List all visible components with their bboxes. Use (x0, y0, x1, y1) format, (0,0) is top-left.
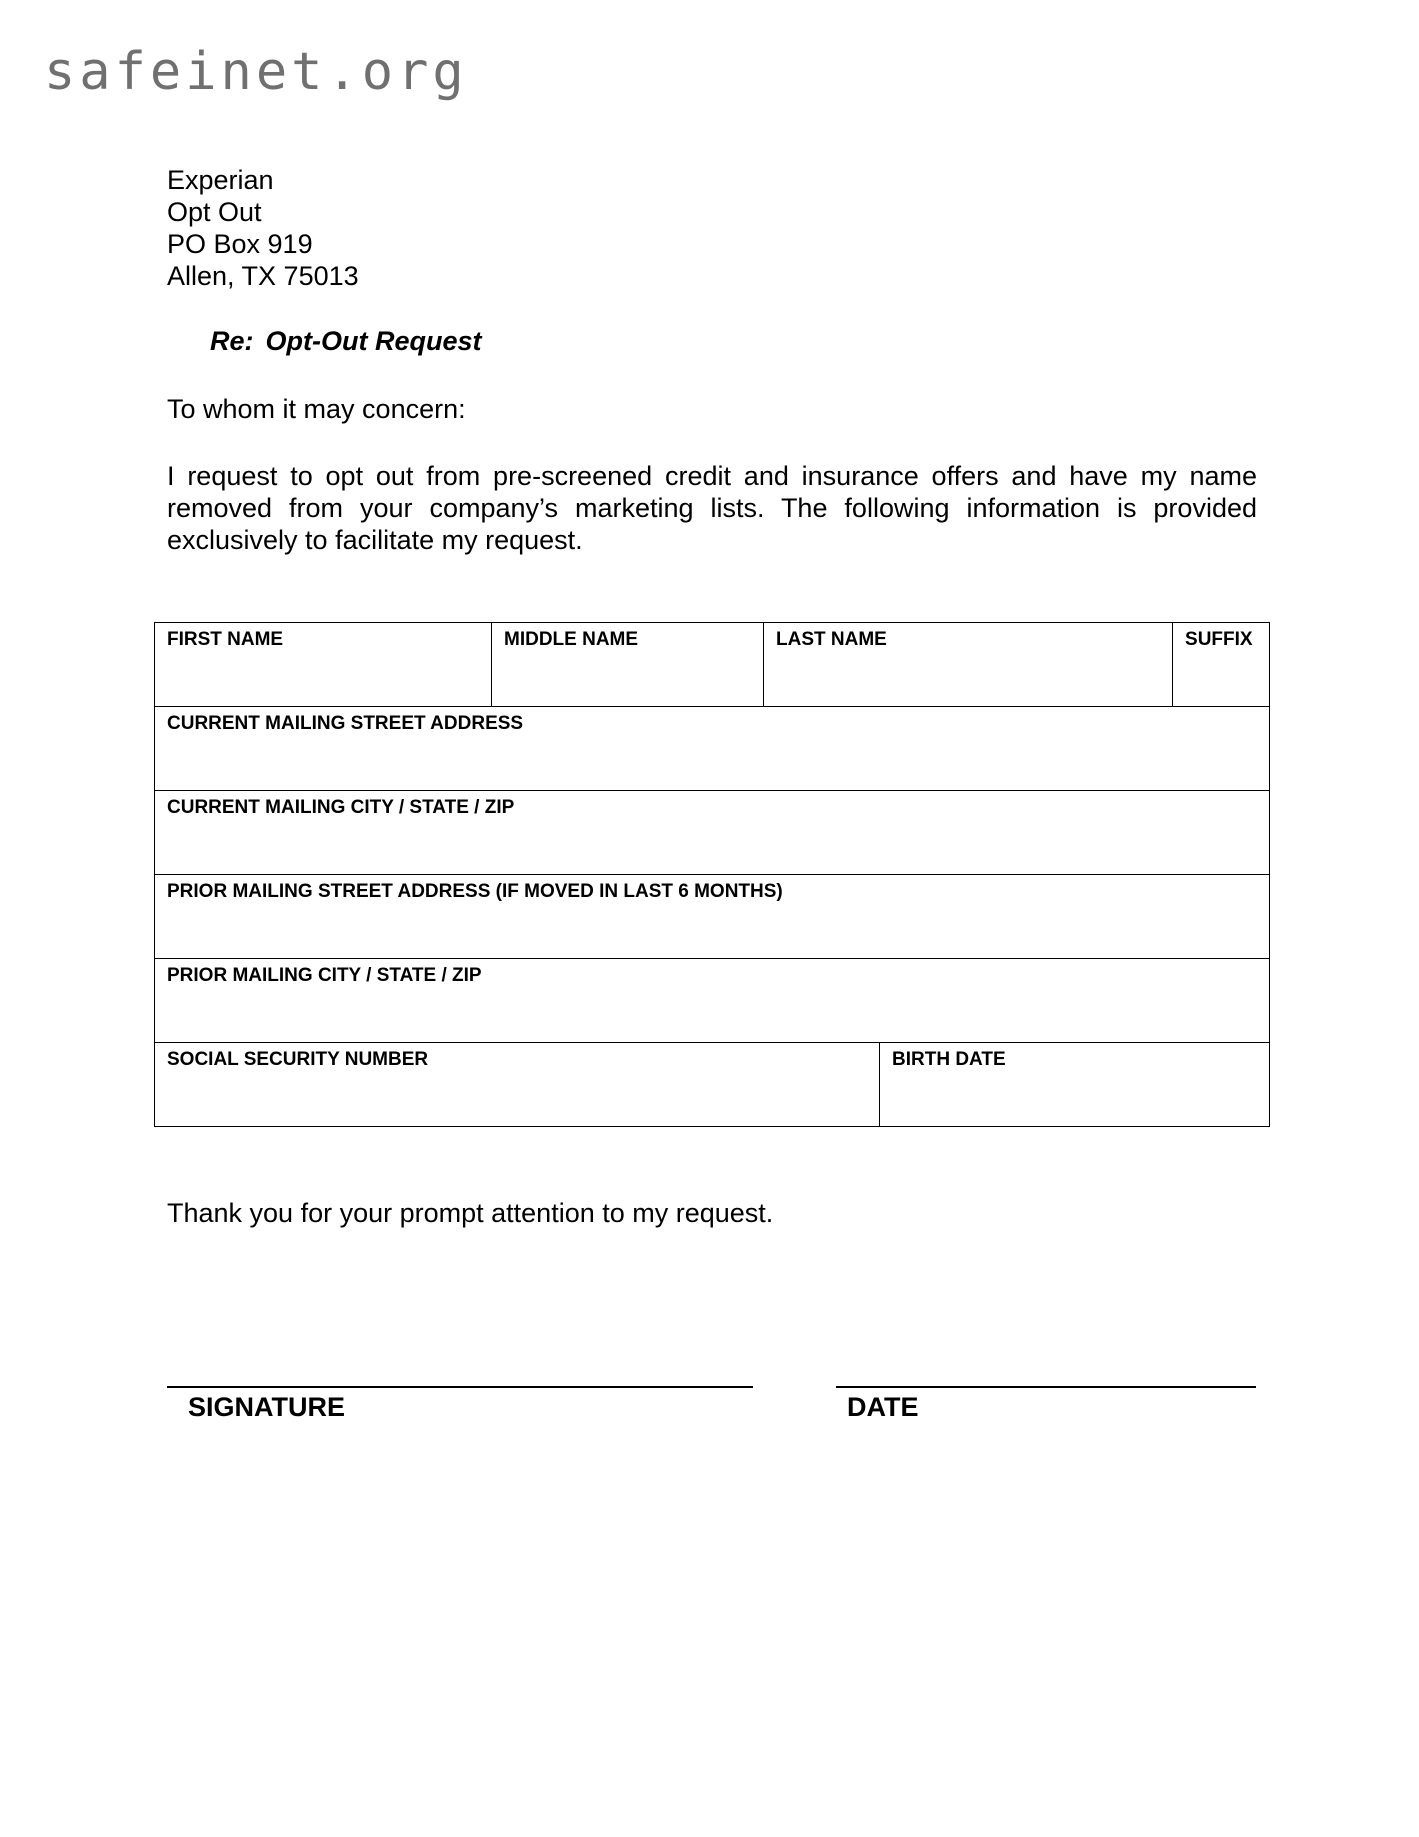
current-city-state-zip-label: CURRENT MAILING CITY / STATE / ZIP (167, 797, 515, 818)
signature-label: SIGNATURE (188, 1392, 346, 1422)
recipient-line-po-box: PO Box 919 (167, 229, 313, 259)
prior-street-address-field[interactable] (155, 875, 1270, 959)
prior-city-state-zip-field[interactable] (155, 959, 1270, 1043)
date-label: DATE (847, 1392, 919, 1422)
middle-name-field[interactable] (492, 623, 764, 707)
suffix-label: SUFFIX (1185, 629, 1253, 650)
recipient-address (167, 164, 359, 292)
current-street-address-label: CURRENT MAILING STREET ADDRESS (167, 713, 524, 734)
signature-line[interactable] (167, 1386, 753, 1388)
subject-line (210, 326, 482, 357)
subject-label: Re: (210, 326, 254, 356)
prior-street-address-label: PRIOR MAILING STREET ADDRESS (IF MOVED IN LAST 6 MONTHS) (167, 881, 783, 902)
last-name-field[interactable] (764, 623, 1173, 707)
request-paragraph: I request to opt out from pre-screened credit and insurance offers and have my name removed from your company’s marketing lists. The following information is provided exclusively to facilitate my request. (167, 461, 1257, 555)
prior-city-state-zip-label: PRIOR MAILING CITY / STATE / ZIP (167, 965, 482, 986)
first-name-label: FIRST NAME (167, 629, 284, 650)
watermark-text: safeinet.org (44, 42, 468, 102)
last-name-label: LAST NAME (776, 629, 887, 650)
current-street-address-field[interactable] (155, 707, 1270, 791)
personal-info-form (154, 622, 1270, 1127)
date-line[interactable] (836, 1386, 1256, 1388)
subject-text: Opt-Out Request (265, 326, 482, 356)
first-name-field[interactable] (155, 623, 492, 707)
ssn-label: SOCIAL SECURITY NUMBER (167, 1049, 429, 1070)
recipient-line-company: Experian (167, 165, 274, 195)
suffix-field[interactable] (1173, 623, 1270, 707)
recipient-line-city: Allen, TX 75013 (167, 261, 359, 291)
birth-date-label: BIRTH DATE (892, 1049, 1006, 1070)
current-city-state-zip-field[interactable] (155, 791, 1270, 875)
salutation: To whom it may concern: (167, 394, 466, 424)
ssn-field[interactable] (155, 1043, 880, 1127)
recipient-line-department: Opt Out (167, 197, 262, 227)
closing-line: Thank you for your prompt attention to my request. (167, 1198, 774, 1228)
middle-name-label: MIDDLE NAME (504, 629, 639, 650)
birth-date-field[interactable] (880, 1043, 1270, 1127)
